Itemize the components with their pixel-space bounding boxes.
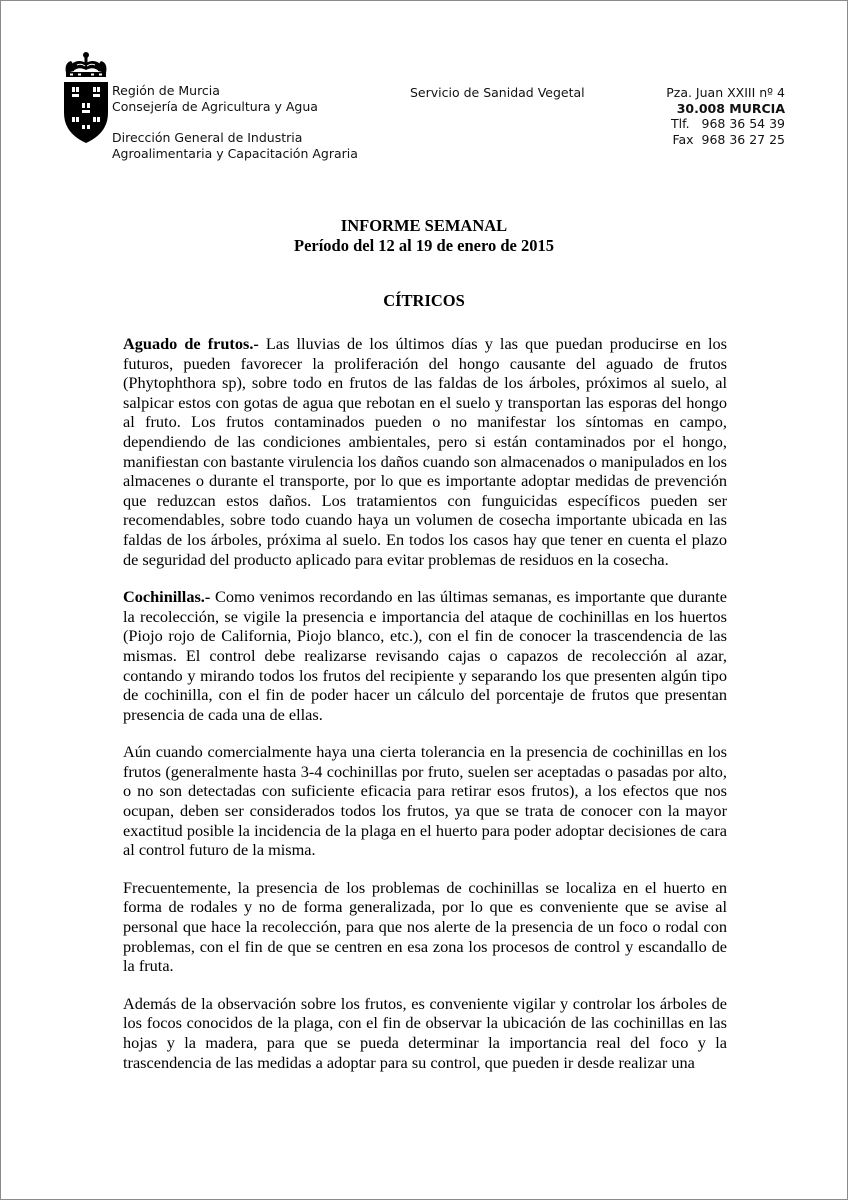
org-line: Región de Murcia [112,83,220,98]
service-name: Servicio de Sanidad Vegetal [410,85,585,100]
paragraph-text: Las lluvias de los últimos días y las que puedan producirse en los futuros, pueden favorecer la proliferación del hongo causante del aguado de frutos (Phytophthora sp), sobre todo en frutos de las faldas de los árboles, próximos al suelo, al salpicar estos con gotas de agua que rebotan en el suelo y transportan las esporas del hongo al fruto. Los frutos contaminados pueden o no manifestar los síntomas en campo, dependiendo de las condiciones ambientales, pero si están contaminados por el hongo, manifiestan con bastante virulencia los daños cuando son almacenados o manipulados en los almacenes o durante el transporte, por lo que es importante adoptar medidas de prevención que reduzcan estos daños. Los tratamientos con funguicidas específicos pueden ser recomendables, sobre todo cuando haya un volumen de cosecha importante ubicada en las faldas de los árboles, próxima al suelo. En todos los casos hay que tener en cuenta el plazo de seguridad del producto aplicado para evitar problemas de residuos en la cosecha. [123,334,727,569]
report-period: Período del 12 al 19 de enero de 2015 [293,235,554,255]
report-body [123,334,727,1090]
city: 30.008 MURCIA [676,100,785,116]
paragraph-text: Frecuentemente, la presencia de los problemas de cochinillas se localiza en el huerto en forma de rodales y no de forma generalizada, por lo que es conveniente que se avise al personal que hace la recolección, para que nos alerte de la presencia de un foco o rodal con problemas, con el fin de que se centren en esa zona los procesos de control y escandallo de la fruta. [123,877,727,976]
paragraph [123,334,727,569]
organization-name [112,83,318,114]
phone: Tlf. 968 36 54 39 [671,116,785,131]
paragraph-lead: Cochinillas.- [123,587,211,607]
paragraph [123,878,727,976]
report-title: INFORME SEMANAL [340,216,508,235]
address: Pza. Juan XXIII nº 4 [666,85,785,100]
org-line: Consejería de Agricultura y Agua [112,98,318,114]
region-crest-logo [61,51,111,146]
paragraph-lead: Aguado de frutos.- [123,334,259,353]
paragraph-text: Además de la observación sobre los frutos, es conveniente vigilar y controlar los árboles de los focos conocidos de la plaga, con el fin de observar la ubicación de las cochinillas en las hojas y la madera, para que se pueda determinar la importancia real del foco y la trascendencia de las medidas a adoptar para su control, que pueden ir desde realizar una [123,993,727,1072]
paragraph-text: Aún cuando comercialmente haya una cierta tolerancia en la presencia de cochinillas en los frutos (generalmente hasta 3-4 cochinillas por fruto, suelen ser aceptadas o pasadas por alto, o no son detectadas con suficiente eficacia para retirar esos frutos), a los efectos que nos ocupan, deben ser considerados todos los frutos, ya que se trata de conocer con la mayor exactitud posible la incidencia de la plaga en el huerto para poder adoptar decisiones de cara al control futuro de la misma. [123,742,727,860]
fax: Fax 968 36 27 25 [672,131,785,147]
report-heading [1,216,847,255]
directorate-name [112,130,358,161]
paragraph-text: Como venimos recordando en las últimas semanas, es importante que durante la recolección, se vigile la presencia e importancia del ataque de cochinillas en los huertos (Piojo rojo de California, Piojo blanco, etc.), con el fin de conocer la trascendencia de las mismas. El control debe realizarse revisando cajas o capazos de recolección al azar, contando y mirando todos los frutos del recipiente y separando los que presenten algún tipo de cochinilla, con el fin de poder hacer un cálculo del porcentaje de frutos que presentan presencia de cada una de ellas. [123,587,727,724]
dir-line: Dirección General de Industria [112,130,303,145]
contact-block [666,85,785,147]
dir-line: Agroalimentaria y Capacitación Agraria [112,145,358,161]
letterhead [1,1,847,181]
paragraph [123,994,727,1072]
paragraph [123,742,727,860]
section-title: CÍTRICOS [383,291,465,310]
paragraph [123,587,727,724]
